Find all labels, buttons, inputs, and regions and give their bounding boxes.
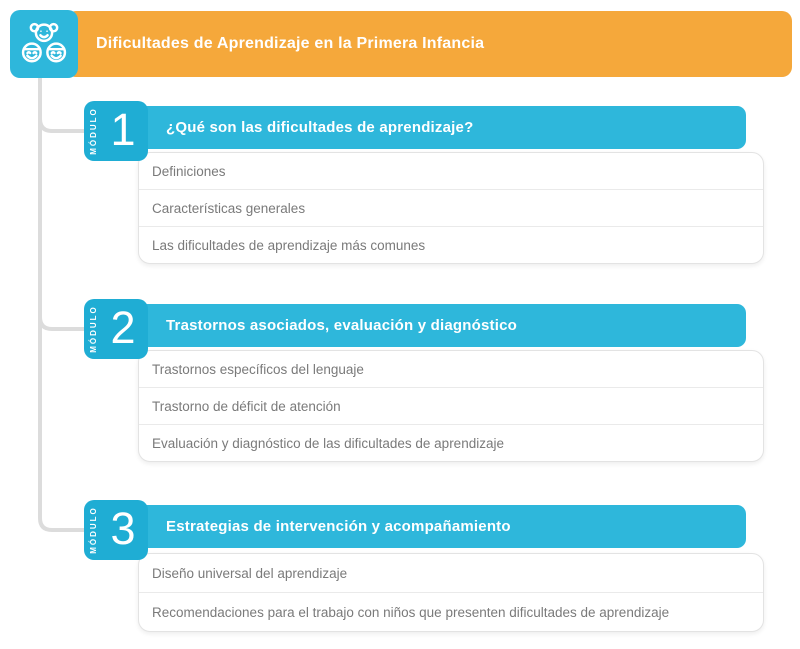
header-bar	[66, 11, 792, 77]
module-3-header	[90, 505, 746, 548]
module-1-number: 1	[110, 104, 136, 156]
module-3-badge	[84, 500, 148, 560]
module-3-badge-label: MÓDULO	[89, 506, 98, 554]
list-item	[139, 153, 763, 190]
list-item	[139, 388, 763, 425]
module-3-title: Estrategias de intervención y acompañamiento	[166, 518, 511, 535]
list-item	[139, 190, 763, 227]
module-2-title: Trastornos asociados, evaluación y diagnóstico	[166, 317, 517, 334]
list-item	[139, 425, 763, 461]
list-item	[139, 227, 763, 263]
module-1-badge-label: MÓDULO	[89, 107, 98, 155]
module-2-badge	[84, 299, 148, 359]
module-1-header	[90, 106, 746, 149]
list-item-label: Diseño universal del aprendizaje	[152, 565, 348, 581]
list-item-label: Trastornos específicos del lenguaje	[152, 361, 364, 377]
module-1-items	[138, 152, 764, 264]
list-item	[139, 351, 763, 388]
list-item	[139, 554, 763, 593]
module-2-header	[90, 304, 746, 347]
list-item-label: Recomendaciones para el trabajo con niños que presenten dificultades de aprendizaje	[152, 604, 670, 620]
list-item	[139, 593, 763, 631]
module-2-items	[138, 350, 764, 462]
module-3-number: 3	[110, 503, 136, 555]
list-item-label: Las dificultades de aprendizaje más comunes	[152, 237, 426, 253]
children-faces-icon	[10, 10, 78, 78]
page-title: Dificultades de Aprendizaje en la Primera Infancia	[96, 35, 485, 52]
list-item-label: Definiciones	[152, 163, 226, 179]
module-1-title: ¿Qué son las dificultades de aprendizaje?	[166, 119, 474, 136]
module-1-badge	[84, 101, 148, 161]
module-2-badge-label: MÓDULO	[89, 305, 98, 353]
list-item-label: Características generales	[152, 200, 306, 216]
list-item-label: Evaluación y diagnóstico de las dificultades de aprendizaje	[152, 435, 504, 451]
module-2-number: 2	[110, 302, 136, 354]
list-item-label: Trastorno de déficit de atención	[152, 398, 341, 414]
module-3-items	[138, 553, 764, 632]
